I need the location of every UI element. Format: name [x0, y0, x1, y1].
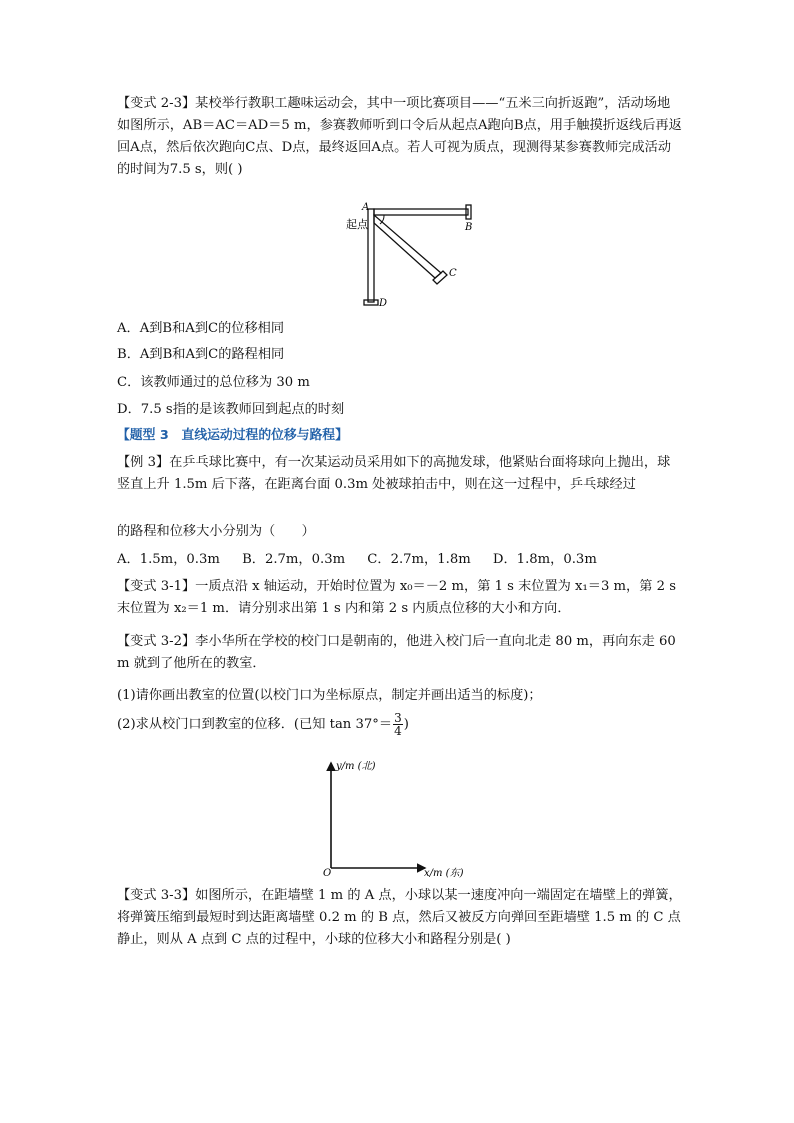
variant-3-3-text: 【变式 3-3】如图所示，在距墙壁 1 m 的 A 点，小球以某一速度冲向一端固定在墙壁上的弹簧，将弹簧压缩到最短时到达距离墙壁 0.2 m 的 B 点，然后又被反方向弹回至距墙壁 1.5 m 的 C 点静止，则从 A 点到 C 点的过程中，小球的位移大小和路程分别是( ) — [117, 888, 682, 947]
coordinate-axes — [310, 755, 480, 880]
turnback-c — [433, 271, 447, 284]
variant-2-3-option-a: A．A到B和A到C的位移相同 — [117, 321, 285, 336]
variant-2-3-option-d: D．7.5 s指的是该教师回到起点的时刻 — [117, 402, 345, 417]
label-d: D — [379, 298, 388, 309]
label-b: B — [465, 222, 473, 233]
fraction-denominator: 4 — [394, 724, 402, 738]
example-3-text: 【例 3】在乒乓球比赛中，有一次某运动员采用如下的高抛发球，他紧贴台面将球向上抛出，球竖直上升 1.5m 后下落，在距离台面 0.3m 处被球拍击中，则在这一过程中，乒乓球经过 — [117, 455, 671, 492]
example-3-options — [117, 549, 682, 571]
example-3-option-c: C．2.7m，1.8m — [367, 552, 471, 567]
label-start: 起点 — [346, 218, 368, 231]
x-axis-label: x/m (东) — [424, 868, 464, 879]
variant-2-3-option-c: C．该教师通过的总位移为 30 m — [117, 375, 310, 390]
label-c: C — [449, 268, 457, 279]
origin-label: O — [323, 868, 332, 879]
fraction-numerator: 3 — [394, 711, 402, 725]
track-diagram — [340, 200, 490, 315]
example-3-option-b: B．2.7m，0.3m — [242, 552, 346, 567]
variant-2-3-text: 【变式 2-3】某校举行教职工趣味运动会，其中一项比赛项目——“五米三向折返跑”，活动场地如图所示，AB＝AC＝AD＝5 m，参赛教师听到口令后从起点A跑向B点，用手触摸折返线后再返回A点，然后依次跑向C点、D点，最终返回A点。若人可视为质点，现测得某参赛教师完成活动的时间为7.5 s，则( ) — [117, 96, 682, 177]
lane-ac — [374, 215, 441, 278]
lane-ab — [374, 209, 468, 215]
fraction-3-4 — [393, 712, 403, 737]
variant-2-3-option-b: B．A到B和A到C的路程相同 — [117, 347, 285, 362]
lane-ad — [368, 209, 374, 302]
variant-3-2-question-1: (1)请你画出教室的位置(以校门口为坐标原点，制定并画出适当的标度)； — [117, 688, 542, 703]
example-3-option-a: A．1.5m，0.3m — [117, 552, 220, 567]
question-2-text: (2)求从校门口到教室的位移．(已知 tan 37°＝ — [117, 717, 393, 732]
section-heading-3: 【题型 3 直线运动过程的位移与路程】 — [117, 428, 348, 443]
y-axis-label: y/m (北) — [336, 761, 376, 772]
example-3-text-cont: 的路程和位移大小分别为（ ） — [117, 524, 315, 539]
question-2-end: ) — [403, 717, 409, 732]
label-a: A — [362, 202, 370, 213]
example-3-option-d: D．1.8m，0.3m — [492, 552, 597, 567]
variant-3-2-text: 【变式 3-2】李小华所在学校的校门口是朝南的，他进入校门后一直向北走 80 m，再向东走 60 m 就到了他所在的教室． — [117, 634, 676, 671]
variant-3-2-question-2 — [117, 712, 682, 737]
variant-3-1-text: 【变式 3-1】一质点沿 x 轴运动，开始时位置为 x₀＝－2 m，第 1 s 末位置为 x₁＝3 m，第 2 s 末位置为 x₂＝1 m．请分别求出第 1 s 内和第 2 s 内质点位移的大小和方向． — [117, 579, 676, 616]
